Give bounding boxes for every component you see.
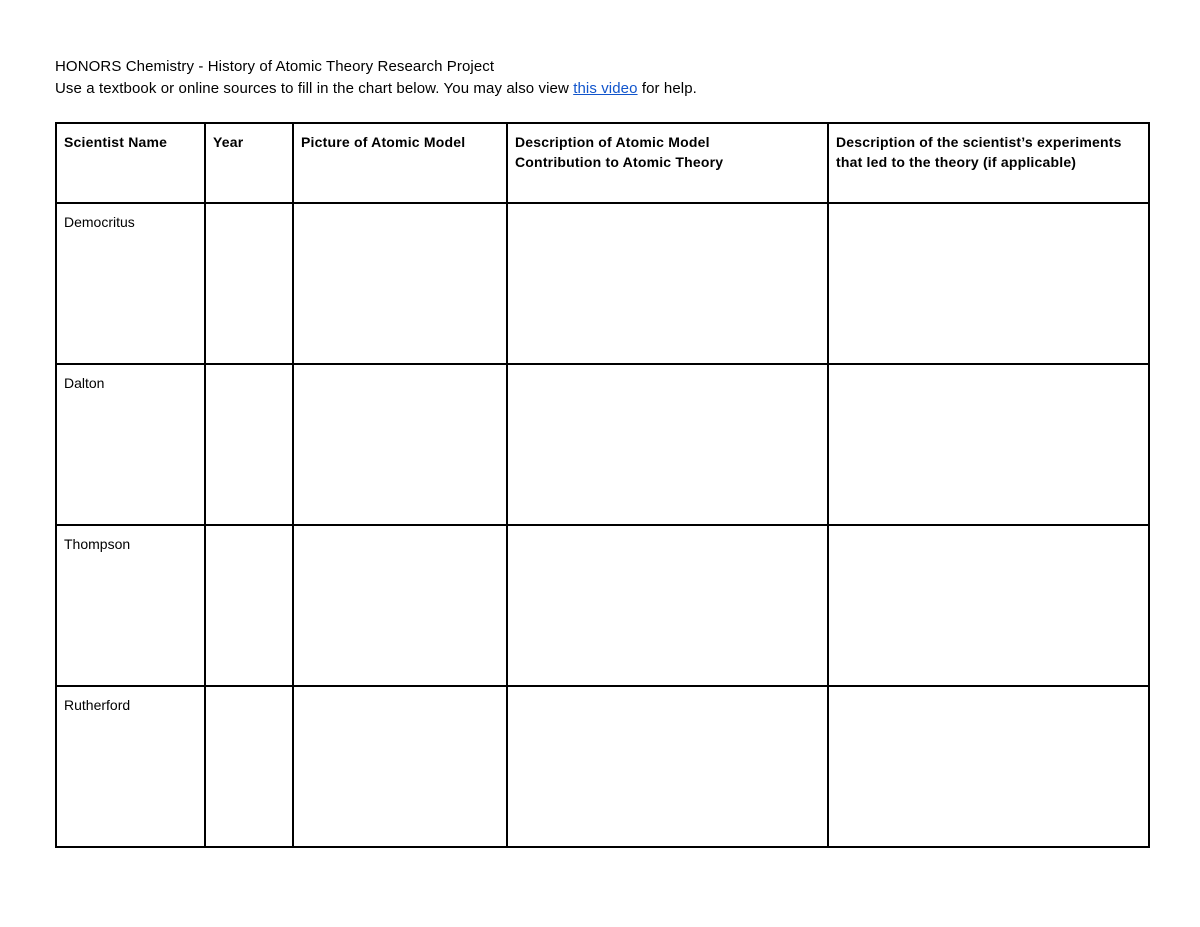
cell-picture[interactable] xyxy=(293,364,507,525)
cell-year[interactable] xyxy=(205,203,293,364)
cell-scientist: Thompson xyxy=(56,525,205,686)
cell-description[interactable] xyxy=(507,203,828,364)
column-header-description-text: Description of Atomic Model Contribution to Atomic Theory xyxy=(515,134,724,170)
cell-picture[interactable] xyxy=(293,686,507,847)
table-row xyxy=(56,203,1149,364)
column-header-year: Year xyxy=(205,123,293,203)
cell-experiments[interactable] xyxy=(828,686,1149,847)
cell-description[interactable] xyxy=(507,686,828,847)
instructions-text-before-link: Use a textbook or online sources to fill in the chart below. You may also view xyxy=(55,80,574,97)
cell-experiments[interactable] xyxy=(828,525,1149,686)
page-header xyxy=(55,56,697,100)
page-title: HONORS Chemistry - History of Atomic Theory Research Project xyxy=(55,58,495,75)
column-header-picture: Picture of Atomic Model xyxy=(293,123,507,203)
cell-scientist: Democritus xyxy=(56,203,205,364)
cell-description[interactable] xyxy=(507,364,828,525)
cell-year[interactable] xyxy=(205,525,293,686)
cell-experiments[interactable] xyxy=(828,364,1149,525)
cell-scientist: Rutherford xyxy=(56,686,205,847)
cell-year[interactable] xyxy=(205,364,293,525)
column-header-experiments: Description of the scientist’s experiments that led to the theory (if applicable) xyxy=(828,123,1149,203)
cell-experiments[interactable] xyxy=(828,203,1149,364)
cell-picture[interactable] xyxy=(293,525,507,686)
column-header-description xyxy=(507,123,828,203)
cell-picture[interactable] xyxy=(293,203,507,364)
instructions-text-after-link: for help. xyxy=(637,80,697,97)
table-header-row xyxy=(56,123,1149,203)
video-link[interactable]: this video xyxy=(573,80,638,97)
table-row xyxy=(56,364,1149,525)
cell-year[interactable] xyxy=(205,686,293,847)
table-row xyxy=(56,525,1149,686)
instructions xyxy=(55,78,697,100)
table-row xyxy=(56,686,1149,847)
column-header-scientist-name: Scientist Name xyxy=(56,123,205,203)
cell-scientist: Dalton xyxy=(56,364,205,525)
atomic-theory-chart xyxy=(55,122,1150,848)
cell-description[interactable] xyxy=(507,525,828,686)
